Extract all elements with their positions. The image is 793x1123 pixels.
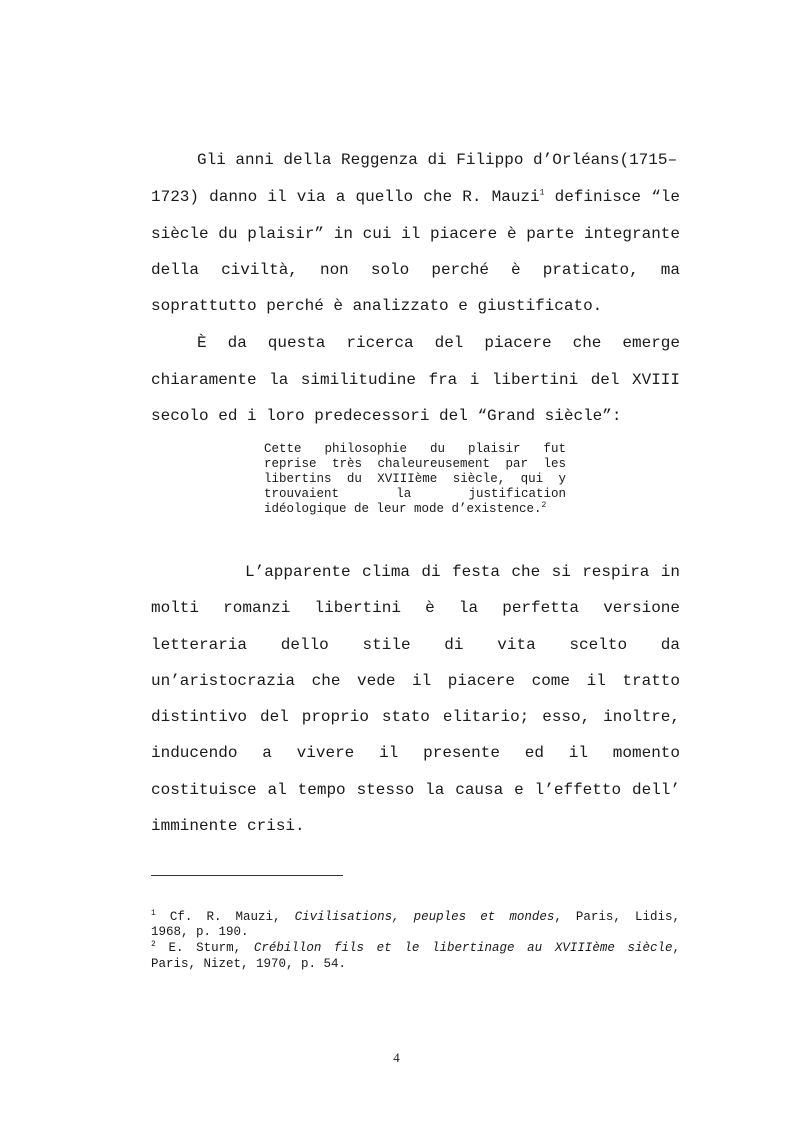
footnote-1-line1: $^1$ Cf. R. Mauzi, Civilisations, peuples et mondes, Paris, Lidis,	[151, 908, 680, 924]
footnote-2-line2: Paris, Nizet, 1970, p. 54.	[151, 957, 347, 971]
footnote-2-title: Crébillon fils et le libertinage au XVIIIème siècle	[253, 941, 673, 955]
footnote-ref-1: 1	[539, 188, 545, 198]
footnote-1-line2: 1968, p. 190.	[151, 925, 249, 939]
para1-line2: 1723) danno il via a quello che R. Mauzi$^1$ definisce “le	[151, 188, 680, 206]
quote-line3: libertins du XVIIIème siècle, qui y	[264, 472, 566, 486]
quote-line1: Cette philosophie du plaisir fut	[264, 442, 566, 456]
para2-line3: secolo ed i loro predecessori del “Grand siècle”:	[151, 407, 622, 425]
para1-line5: soprattutto perché è analizzato e giustificato.	[151, 297, 603, 315]
quote-line2: reprise très chaleureusement par les	[264, 457, 566, 471]
para3-line1: L’apparente clima di festa che si respira in	[245, 563, 680, 581]
quote-line4: trouvaient la justification	[264, 487, 566, 501]
page-number: 4	[393, 1050, 400, 1065]
footnote-2-line1: $^2$ E. Sturm, Crébillon fils et le libertinage au XVIIIème siècle,	[151, 939, 681, 955]
para3-line5: distintivo del proprio stato elitario; esso, inoltre,	[151, 708, 680, 726]
para3-line8: imminente crisi.	[151, 817, 305, 835]
para1-line1: Gli anni della Reggenza di Filippo d’Orléans(1715–	[197, 151, 678, 169]
para3-line4: un’aristocrazia che vede il piacere come il tratto	[151, 672, 680, 690]
para1-line4: della civiltà, non solo perché è praticato, ma	[151, 261, 680, 279]
footnote-ref-2: 2	[541, 500, 547, 510]
para3-line6: inducendo a vivere il presente ed il momento	[151, 744, 680, 762]
para3-line7: costituisce al tempo stesso la causa e l’effetto dell’	[151, 781, 680, 799]
footnote-1-number: 1	[151, 908, 156, 918]
footnote-separator	[151, 875, 343, 876]
quote-line5: idéologique de leur mode d’existence.$^2$	[264, 500, 547, 516]
footnote-1-title: Civilisations, peuples et mondes	[294, 910, 555, 924]
para3-line2: molti romanzi libertini è la perfetta versione	[151, 599, 680, 617]
para3-line3: letteraria dello stile di vita scelto da	[151, 636, 680, 654]
para2-line1: È da questa ricerca del piacere che emerge	[197, 334, 680, 352]
para2-line2: chiaramente la similitudine fra i libertini del XVIII	[151, 371, 680, 389]
footnote-2-number: 2	[151, 939, 156, 949]
para1-line3: siècle du plaisir” in cui il piacere è parte integrante	[151, 225, 680, 243]
